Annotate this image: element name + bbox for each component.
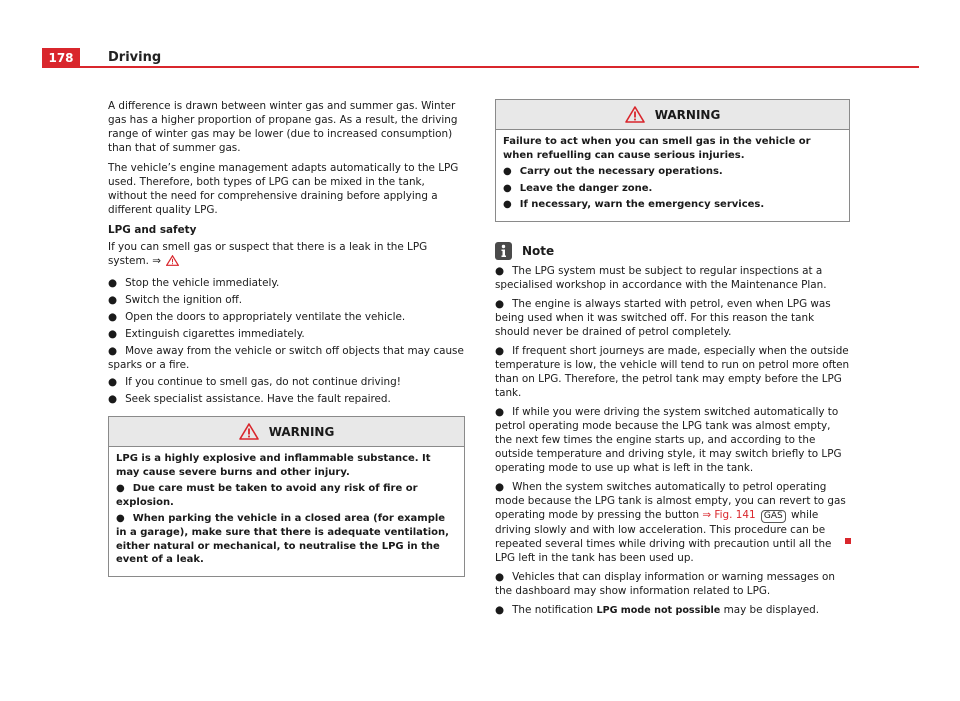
warning-item: ● When parking the vehicle in a closed area (for example in a garage), make sure that there is adequate ventilation, either natural or mechanical, to neutralise the LPG in the event of a leak.: [116, 513, 449, 566]
left-column: [108, 99, 465, 577]
right-column: [495, 99, 850, 623]
warning-item: ● Carry out the necessary operations.: [503, 166, 723, 178]
header-divider: [42, 66, 919, 68]
warning-intro: LPG is a highly explosive and inflammable substance. It may cause severe burns and other injury.: [116, 453, 431, 478]
list-item: ● Extinguish cigarettes immediately.: [108, 328, 305, 340]
warning-title: WARNING: [268, 424, 335, 439]
warning-intro: Failure to act when you can smell gas in the vehicle or when refuelling can cause serious injuries.: [503, 136, 811, 161]
warning-body: [109, 447, 464, 576]
warning-item: ● If necessary, warn the emergency services.: [503, 199, 765, 211]
note-item: ● If frequent short journeys are made, especially when the outside temperature is low, the vehicle will tend to run on petrol more often than on LPG. Therefore, the petrol tank may empty before the LPG tank.: [495, 344, 850, 399]
paragraph-gas-leak: If you can smell gas or suspect that there is a leak in the LPG system. ⇒: [108, 240, 465, 270]
warning-item: ● Leave the danger zone.: [503, 182, 653, 194]
note-item: ● The LPG system must be subject to regular inspections at a specialised workshop in accordance with the Maintenance Plan.: [495, 264, 827, 291]
warning-body: [496, 130, 849, 221]
list-item: ● Move away from the vehicle or switch off objects that may cause sparks or a fire.: [108, 345, 464, 371]
safety-steps-list: [108, 276, 465, 406]
warning-box-lpg: [108, 416, 465, 577]
note-title: Note: [522, 243, 555, 258]
warning-title: WARNING: [654, 107, 721, 122]
note-item: ● The notification LPG mode not possible may be displayed.: [495, 603, 820, 616]
subheading-lpg-safety: LPG and safety: [108, 224, 197, 236]
lpg-mode-message: LPG mode not possible: [596, 604, 721, 616]
warning-reference-icon[interactable]: [166, 255, 179, 270]
paragraph-engine-management: The vehicle’s engine management adapts automatically to the LPG used. Therefore, both types of LPG can be mixed in the tank, without the need for comprehensive draining before applying a different quality LPG.: [108, 162, 459, 216]
gas-button-key: GAS: [761, 510, 786, 523]
note-item: ● If while you were driving the system switched automatically to petrol operating mode because the LPG tank was almost empty, the next few times the engine starts up, and according to the outside temperature and driving style, it may switch briefly to LPG operating mode to use up what is left in the tank.: [495, 405, 842, 474]
section-title: Driving: [108, 50, 162, 65]
list-item: ● Switch the ignition off.: [108, 294, 243, 306]
note-item: ● When the system switches automatically to petrol operating mode because the LPG tank is almost empty, you can revert to gas operating mode by pressing the button ⇒ Fig. 141 GAS while driving slowly and with low acceleration. This procedure can be repeated several times while driving with precaution until all the LPG left in the tank has been used up.: [495, 480, 846, 564]
warning-box-gas-smell: [495, 99, 850, 222]
list-item: ● Open the doors to appropriately ventilate the vehicle.: [108, 311, 406, 323]
note-info-icon: [495, 242, 512, 260]
note-item: ● The engine is always started with petrol, even when LPG was being used when it was switched off. For this reason the tank should never be drained of petrol completely.: [495, 297, 831, 338]
warning-item: ● Due care must be taken to avoid any risk of fire or explosion.: [116, 483, 418, 508]
note-section: [495, 242, 850, 618]
warning-header: [109, 417, 464, 447]
warning-header: [496, 100, 849, 130]
note-item: ● Vehicles that can display information or warning messages on the dashboard may show information related to LPG.: [495, 570, 835, 597]
list-item: ● If you continue to smell gas, do not continue driving!: [108, 376, 401, 388]
note-header: [495, 242, 850, 260]
list-item: ● Stop the vehicle immediately.: [108, 277, 280, 289]
section-end-marker: [845, 538, 851, 544]
figure-reference-link[interactable]: ⇒ Fig. 141: [702, 508, 756, 521]
page-number: 178: [42, 48, 80, 68]
list-item: ● Seek specialist assistance. Have the fault repaired.: [108, 393, 391, 405]
warning-triangle-icon: [625, 106, 645, 123]
arrow-reference: ⇒: [152, 255, 161, 267]
warning-triangle-icon: [239, 423, 259, 440]
paragraph-winter-gas: A difference is drawn between winter gas and summer gas. Winter gas has a higher proportion of propane gas. As a result, the driving range of winter gas may be lower (due to increased consumption) than that of summer gas.: [108, 100, 458, 154]
